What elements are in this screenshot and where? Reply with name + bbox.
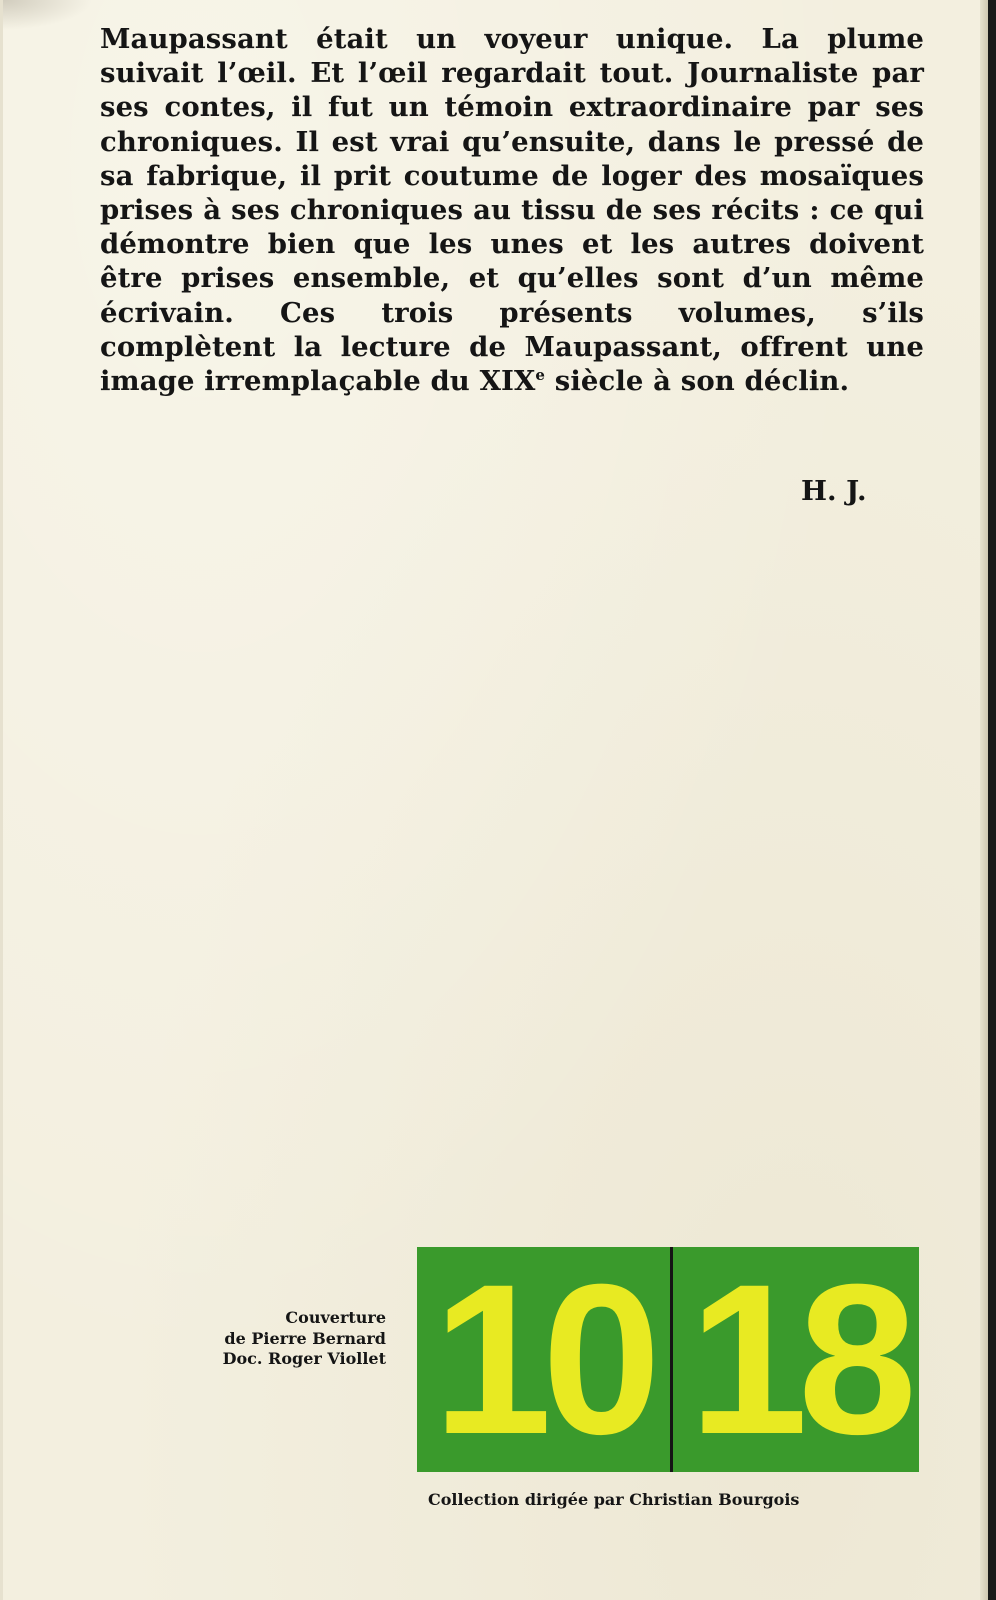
blurb-part-2: siècle à son déclin. xyxy=(545,365,850,398)
worn-corner xyxy=(3,0,93,30)
credits-line-1: Couverture xyxy=(285,1308,386,1327)
collection-line: Collection dirigée par Christian Bourgois xyxy=(428,1490,800,1509)
logo-divider xyxy=(670,1247,673,1472)
credits-line-2: de Pierre Bernard xyxy=(224,1328,386,1348)
signature: H. J. xyxy=(801,475,867,507)
logo-number-right: 18 xyxy=(689,1240,908,1479)
blurb-text xyxy=(100,22,924,398)
cover-edge xyxy=(980,0,988,1600)
cover-credits xyxy=(223,1308,386,1370)
publisher-logo xyxy=(417,1240,919,1479)
credits-line-3: Doc. Roger Viollet xyxy=(222,1349,386,1368)
blurb-part-1: Maupassant était un voyeur unique. La plume suivait l’œil. Et l’œil regardait tout. Journaliste par ses contes, il fut un témoin extraordinaire par ses chroniques. Il est vrai qu’ensuite, dans le pressé de sa fabrique, il prit coutume de loger des mosaïques prises à ses chroniques au tissu de ses récits : ce qui démontre bien que les unes et les autres doivent être prises ensemble, et qu’elles sont d’un même écrivain. Ces trois présents volumes, s’ils complètent la lecture de Maupassant, offrent une image irremplaçable du XIX xyxy=(100,23,924,398)
blurb-superscript: e xyxy=(535,365,546,384)
logo-number-left: 10 xyxy=(433,1240,652,1479)
